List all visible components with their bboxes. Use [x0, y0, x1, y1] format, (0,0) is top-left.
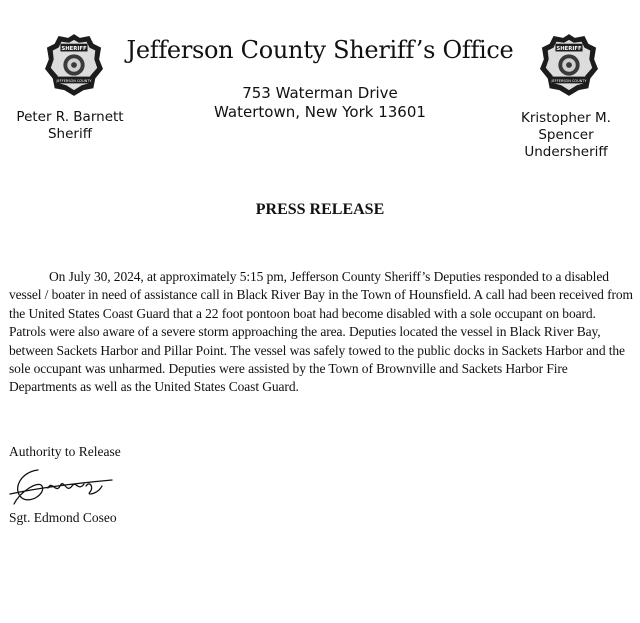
office-title: Jefferson County Sheriff’s Office — [126, 36, 514, 64]
right-official — [497, 110, 635, 161]
badge-top-text: SHERIFF — [61, 46, 87, 53]
left-official-name: Peter R. Barnett — [16, 109, 124, 125]
authority-label: Authority to Release — [9, 444, 121, 459]
left-official-title: Sheriff — [47, 126, 93, 142]
signer-name: Sgt. Edmond Coseo — [9, 510, 117, 525]
right-official-title: Undersheriff — [524, 144, 608, 160]
release-body: On July 30, 2024, at approximately 5:15 pm, Jefferson County Sheriff’s Deputies responded to a disabled vessel / boater in need of assistance call in Black River Bay in the Town of Hounsfield. A call had been received from the United States Coast Guard that a 22 foot pontoon boat had become disabled with a sole occupant on board. Patrols were also aware of a severe storm approaching the area. Deputies located the vessel in Black River Bay, between Sackets Harbor and Pillar Point. The vessel was safely towed to the public docks in Sackets Harbor and the sole occupant was unharmed. Deputies were assisted by the Town of Brownville and Sackets Harbor Fire Departments as well as the United States Coast Guard. — [9, 269, 633, 395]
release-heading: PRESS RELEASE — [255, 201, 385, 218]
address-street: 753 Waterman Drive — [242, 84, 398, 102]
left-official — [8, 109, 132, 143]
right-official-name: Kristopher M. Spencer — [521, 110, 611, 143]
badge-bottom-text: JEFFERSON COUNTY — [551, 78, 587, 83]
badge-bottom-text: JEFFERSON COUNTY — [56, 78, 92, 83]
badge-top-text: SHERIFF — [556, 46, 582, 53]
address-city: Watertown, New York 13601 — [214, 103, 426, 121]
signature-image — [8, 464, 120, 510]
